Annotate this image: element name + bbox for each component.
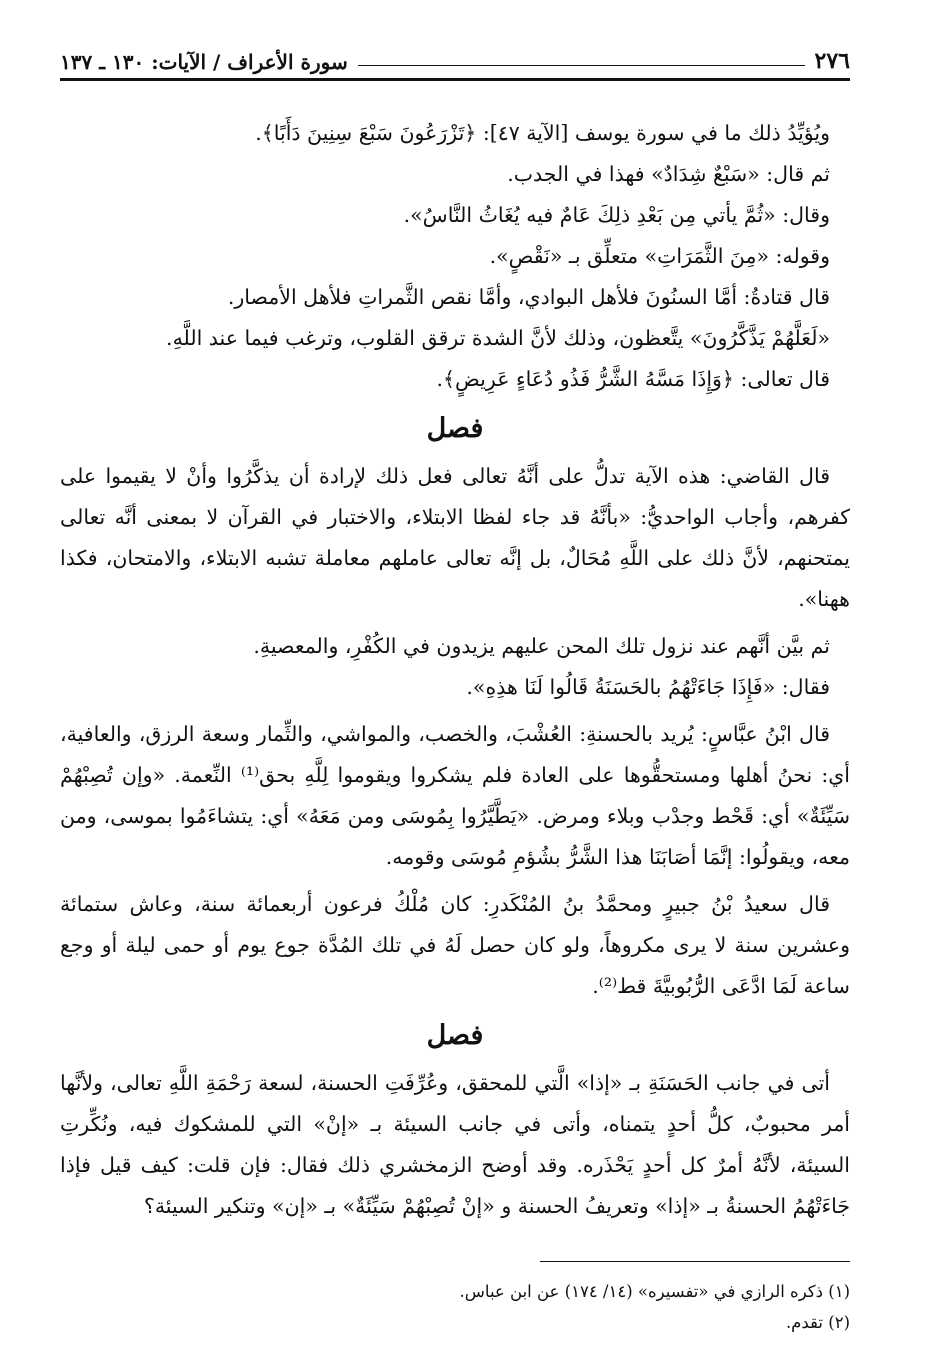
section-heading: فصل <box>426 1020 484 1051</box>
paragraph: قال ابْنُ عبَّاسٍ: يُريد بالحسنةِ: العُشْبَ، والخصب، والمواشي، والثِّمار وسعة الرزق، والعافية، أي: نحنُ أهلها ومستحقُّوها على العادة فلم يشكروا ويقوموا لِلَّهِ بحق⁽¹⁾ النِّعمة. «وإن تُصِبْهُمْ سَيِّئَةٌ» أي: قَحْط وجدْب وبلاء ومرض. «يَطَّيَّرُوا بِمُوسَى ومن مَعَهُ» أي: يتشاءَمُوا بموسى، ومن معه، ويقولُوا: إنَّمَا أصَابَنَا هذا الشَّرُّ بشُؤمِ مُوسَى وقومه. <box>60 722 850 869</box>
paragraph: «لَعَلَّهُمْ يَذَّكَّرُونَ» يتَّعظون، وذلك لأنَّ الشدة ترقق القلوب، وترغب فيما عند اللَّهِ. <box>166 326 830 350</box>
footnote: (١) ذكره الرازي في «تفسيره» (١٤/ ١٧٤) عن ابن عباس. <box>459 1282 850 1301</box>
paragraph: قال القاضي: هذه الآية تدلُّ على أنَّهُ تعالى فعل ذلك لإرادة أن يذكَّرُوا وأنْ لا يقيموا على كفرهم، وأجاب الواحديُّ: «بأنَّهُ قد جاء لفظا الابتلاء، والاختبار في القرآن لا بمعنى أنَّه تعالى يمتحنهم، لأنَّ ذلك على اللَّهِ مُحَالٌ، بل إنَّه تعالى عاملهم معاملة تشبه الابتلاء، والامتحان، فكذا ههنا». <box>60 464 850 611</box>
section-heading: فصل <box>426 413 484 444</box>
main-text <box>60 113 850 1227</box>
paragraph: وقوله: «مِنَ الثَّمَرَاتِ» متعلِّق بـ «نَقْصٍ». <box>489 244 830 268</box>
page-header <box>60 30 850 74</box>
paragraph: قال قتادةُ: أمَّا السنُونَ فلأهل البوادي، وأمَّا نقص الثَّمراتِ فلأهل الأمصار. <box>227 285 830 309</box>
header-rule <box>358 65 805 66</box>
header-divider <box>60 78 850 81</box>
paragraph: ثم بيَّن أنَّهم عند نزول تلك المحن عليهم يزيدون في الكُفْرِ، والمعصيةِ. <box>253 634 830 658</box>
running-title: سورة الأعراف / الآيات: ١٣٠ ـ ١٣٧ <box>60 50 348 74</box>
footnote: (٢) تقدم. <box>785 1313 850 1332</box>
paragraph: قال تعالى: ﴿وَإِذَا مَسَّهُ الشَّرُّ فَذُو دُعَاءٍ عَرِيضٍ﴾. <box>436 367 830 391</box>
paragraph: فقال: «فَإِذَا جَاءَتْهُمُ بالحَسَنَةُ قَالُوا لَنَا هذِهِ». <box>466 675 830 699</box>
paragraph: ويُؤيِّدُ ذلك ما في سورة يوسف [الآية ٤٧]: ﴿تَزْرَعُونَ سَبْعَ سِنِينَ دَأَبًا﴾. <box>255 121 830 145</box>
paragraph: ثم قال: «سَبْعٌ شِدَادٌ» فهذا في الجدب. <box>507 162 830 186</box>
footnotes <box>60 1276 850 1338</box>
footnote-divider <box>540 1261 850 1262</box>
page-number: ٢٧٦ <box>814 48 850 74</box>
page <box>60 30 850 1350</box>
paragraph: أتى في جانب الحَسَنَةِ بـ «إذا» الَّتي للمحقق، وعُرِّفَتِ الحسنة، لسعة رَحْمَةِ اللَّهِ تعالى، ولأنَّها أمر محبوبٌ، كلُّ أحدٍ يتمناه، وأتى في جانب السيئة بـ «إنْ» التي للمشكوك فيه، ونُكِّرتِ السيئة، لأنَّهُ أمرٌ كل أحدٍ يَحْذَره. وقد أوضح الزمخشري ذلك فقال: فإن قلت: كيف قيل فإذا جَاءَتْهُمُ الحسنةُ بـ «إذا» وتعريفُ الحسنة و «إنْ تُصِبْهُمْ سَيِّئَةٌ» بـ «إن» وتنكير السيئة؟ <box>60 1071 850 1218</box>
paragraph: وقال: «ثُمَّ يأتي مِن بَعْدِ ذلِكَ عَامٌ فيه يُغَاثُ النَّاسُ». <box>403 203 830 227</box>
paragraph: قال سعيدُ بْنُ جبيرٍ ومحمَّدُ بنُ المُنْكَدرِ: كان مُلْكُ فرعون أربعمائة سنة، وعاش ستمائة وعشرين سنة لا يرى مكروهاً، ولو كان حصل لَهُ في تلك المُدَّة جوع يوم أو حمى ليلة أو وجع ساعة لَمَا ادَّعَى الرُّبُوبيَّةَ قط⁽²⁾. <box>60 892 850 998</box>
